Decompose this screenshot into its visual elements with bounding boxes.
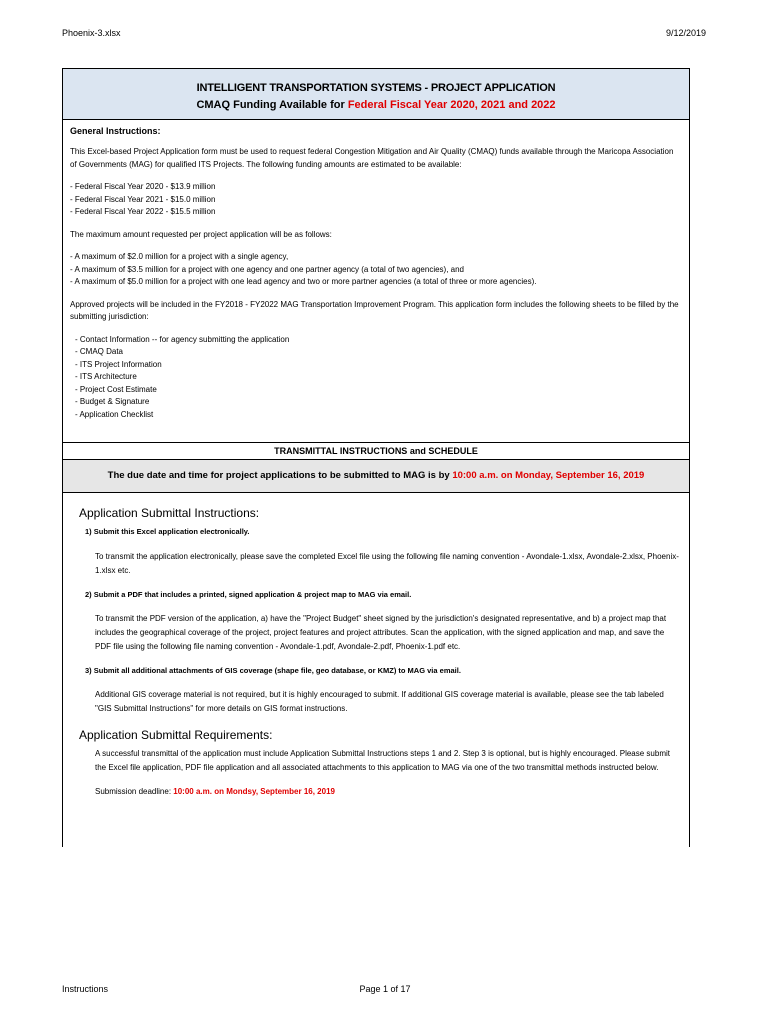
list-item: - Application Checklist [75, 409, 154, 419]
footer-sheet-name: Instructions [62, 984, 109, 994]
list-item: - A maximum of $2.0 million for a project with a single agency, [70, 252, 289, 261]
list-item: - Project Cost Estimate [75, 384, 157, 394]
list-item: - ITS Project Information [75, 359, 162, 369]
step-2-heading: 2) Submit a PDF that includes a printed, signed application & project map to MAG via email. [85, 590, 412, 599]
header-date: 9/12/2019 [665, 28, 706, 38]
submittal-requirements-heading: Application Submittal Requirements: [79, 728, 273, 742]
list-item: - Federal Fiscal Year 2020 - $13.9 million [70, 182, 216, 191]
application-title: INTELLIGENT TRANSPORTATION SYSTEMS - PROJECT APPLICATION [196, 82, 556, 94]
deadline-label: Submission deadline: [95, 787, 174, 796]
title-box [63, 69, 689, 120]
max-amount-list [63, 251, 689, 289]
submission-deadline [63, 785, 689, 799]
max-amount-intro: The maximum amount requested per project application will be as follows: [70, 229, 332, 239]
footer-page-number: Page 1 of 17 [359, 984, 411, 994]
list-item: - Federal Fiscal Year 2021 - $15.0 million [70, 194, 216, 204]
header-filename: Phoenix-3.xlsx [62, 28, 121, 38]
due-date-banner [63, 460, 689, 493]
sheets-list [63, 334, 689, 422]
funding-subtitle [63, 94, 689, 111]
instructions-sheet [62, 68, 690, 847]
funding-subtitle-prefix: CMAQ Funding Available for [196, 99, 348, 111]
submittal-section [63, 494, 689, 799]
due-date-value: 10:00 a.m. on Monday, September 16, 2019 [452, 470, 645, 481]
list-item: - Contact Information -- for agency submitting the application [75, 334, 290, 344]
funding-years: Federal Fiscal Year 2020, 2021 and 2022 [347, 99, 556, 111]
step-1-text: To transmit the application electronically, please save the completed Excel file using the following file naming convention - Avondale-1.xlsx, Avondale-2.xlsx, Phoenix-1.xlsx etc. [95, 552, 679, 575]
list-item: - ITS Architecture [75, 372, 137, 381]
step-2-text: To transmit the PDF version of the application, a) have the "Project Budget" sheet signed by the jurisdiction's designated representative, and b) a project map that includes the geographical coverage of the project, project features and project attributes. Scan the application, with the signed application and map, and save the PDF file using the following file naming convention - Avondale-1.pdf, Avondale-2.pdf, Phoenix-1.pdf etc. [95, 614, 667, 651]
requirements-text: A successful transmittal of the application must include Application Submittal Instructions steps 1 and 2. Step 3 is optional, but is highly encouraged. Please submit the Excel file application, PDF file application and all associated attachments to this application to MAG via one of the two transmittal methods instructed below. [95, 749, 670, 772]
step-1-heading: 1) Submit this Excel application electronically. [85, 527, 250, 536]
list-item: - CMAQ Data [75, 347, 124, 356]
list-item: - Federal Fiscal Year 2022 - $15.5 million [70, 207, 216, 216]
step-3-text: Additional GIS coverage material is not required, but it is highly encouraged to submit. If additional GIS coverage material is available, please see the tab labeled "GIS Submittal Instructions" for more details on GIS format instructions. [95, 690, 664, 713]
step-3-heading: 3) Submit all additional attachments of GIS coverage (shape file, geo database, or KMZ) to MAG via email. [85, 666, 461, 675]
list-item: - Budget & Signature [75, 397, 150, 406]
general-intro: This Excel-based Project Application form must be used to request federal Congestion Mitigation and Air Quality (CMAQ) funds available through the Maricopa Association of Governments (MAG) for qualified ITS Projects. The following funding amounts are estimated to be available: [70, 147, 674, 169]
approved-projects-text: Approved projects will be included in the FY2018 - FY2022 MAG Transportation Improvement Program. This application form includes the following sheets to be filled by the submitting jurisdiction: [70, 299, 679, 321]
due-date-prefix: The due date and time for project applications to be submitted to MAG is by [107, 470, 453, 481]
submittal-instructions-heading: Application Submittal Instructions: [79, 506, 260, 520]
general-instructions-heading: General Instructions: [70, 126, 161, 136]
transmittal-heading: TRANSMITTAL INSTRUCTIONS and SCHEDULE [63, 442, 689, 460]
list-item: - A maximum of $5.0 million for a project with one lead agency and two or more partner agencies (a total of three or more agencies). [70, 277, 537, 286]
deadline-value: 10:00 a.m. on Mondsy, September 16, 2019 [173, 787, 335, 796]
funding-list [63, 181, 689, 219]
list-item: - A maximum of $3.5 million for a project with one agency and one partner agency (a total of two agencies), and [70, 264, 464, 274]
